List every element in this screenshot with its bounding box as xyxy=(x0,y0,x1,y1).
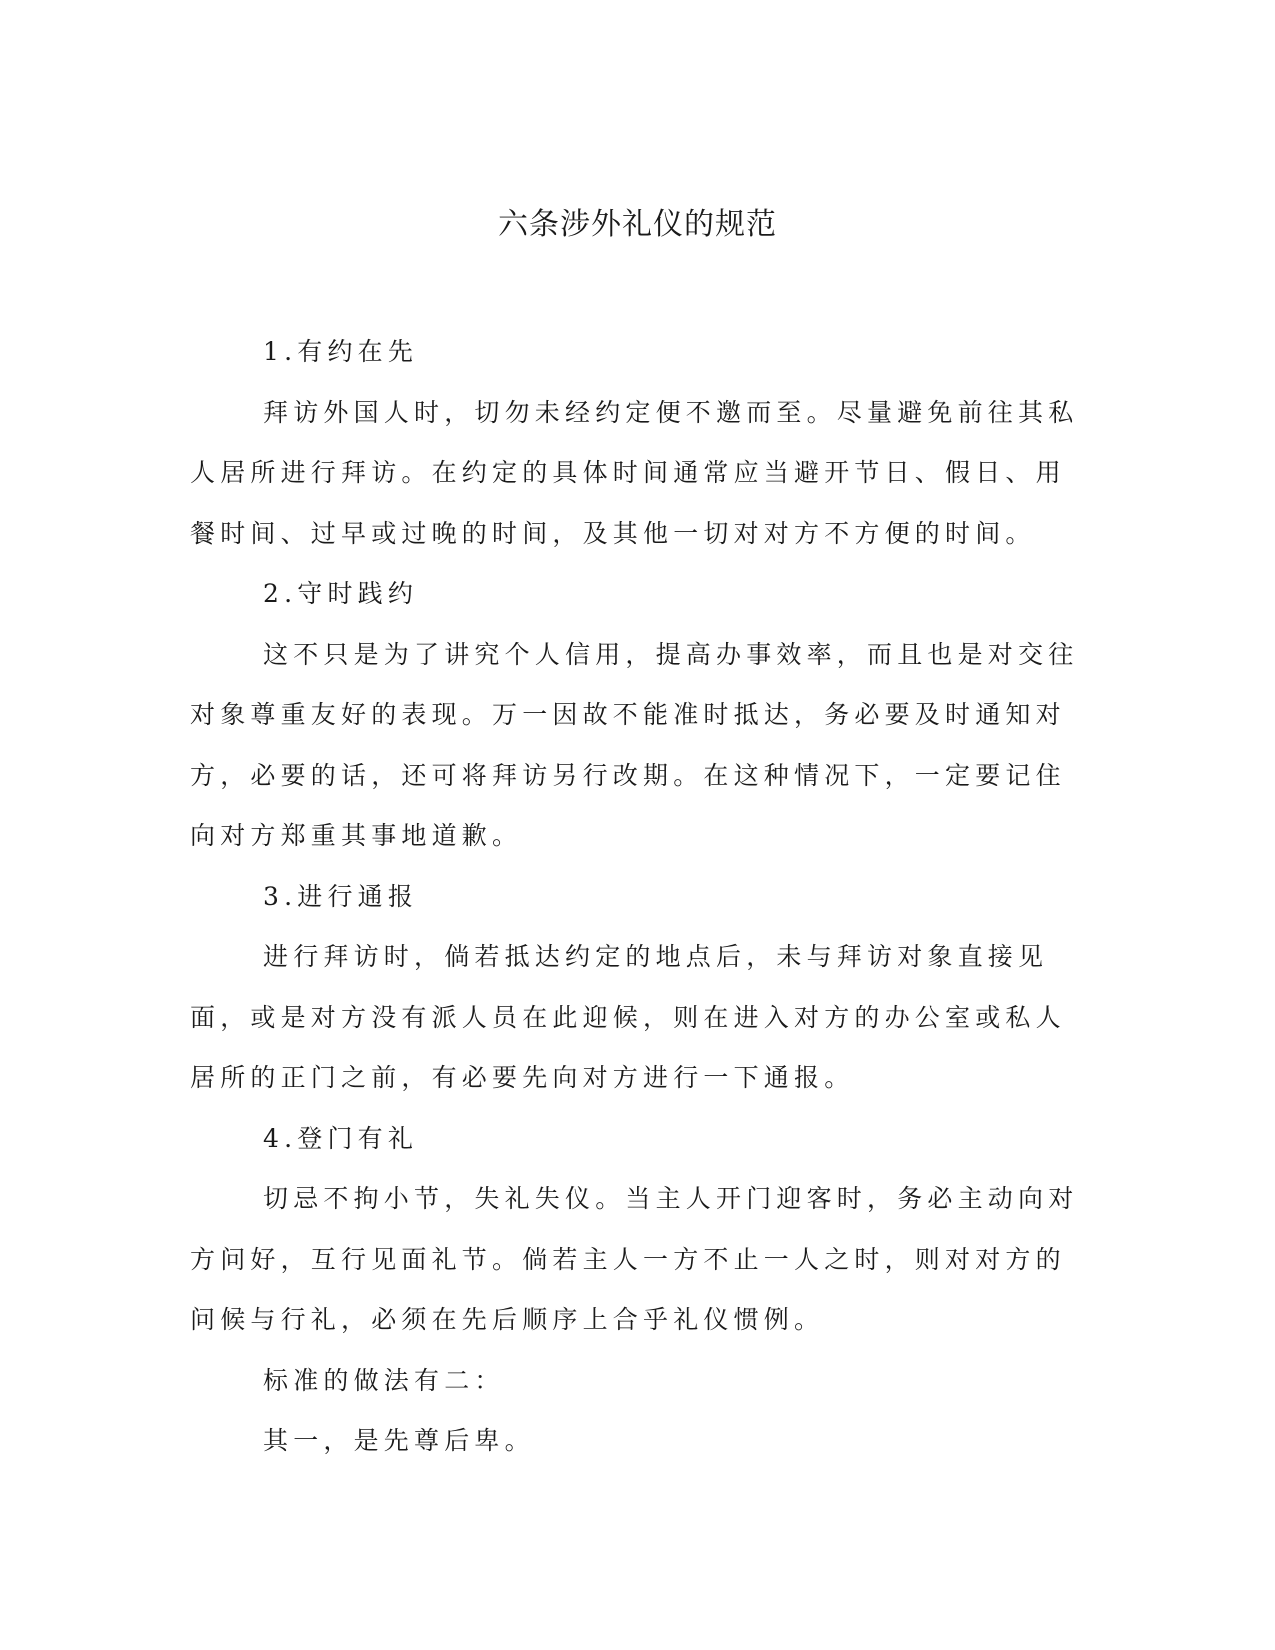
section-heading-2: 2.守时践约 xyxy=(263,579,419,608)
paragraph: 其一，是先尊后卑。 xyxy=(263,1426,535,1455)
section-heading-3: 3.进行通报 xyxy=(263,881,419,911)
paragraph: 这不只是为了讲究个人信用，提高办事效率，而且也是对交往对象尊重友好的表现。万一因故不能准时抵达，务必要及时通知对方，必要的话，还可将拜访另行改期。在这种情况下，一定要记住向对方郑重其事地道歉。 xyxy=(190,639,1079,850)
paragraph: 拜访外国人时，切勿未经约定便不邀而至。尽量避免前往其私人居所进行拜访。在约定的具体时间通常应当避开节日、假日、用餐时间、过早或过晚的时间，及其他一切对对方不方便的时间。 xyxy=(190,397,1079,548)
paragraph: 切忌不拘小节，失礼失仪。当主人开门迎客时，务必主动向对方问好，互行见面礼节。倘若主人一方不止一人之时，则对对方的问候与行礼，必须在先后顺序上合乎礼仪惯例。 xyxy=(190,1184,1079,1334)
document-body xyxy=(190,322,1090,1472)
section-heading-1: 1.有约在先 xyxy=(263,337,419,366)
paragraph: 标准的做法有二： xyxy=(263,1365,505,1395)
document-title: 六条涉外礼仪的规范 xyxy=(498,207,777,242)
paragraph: 进行拜访时，倘若抵达约定的地点后，未与拜访对象直接见面，或是对方没有派人员在此迎候，则在进入对方的办公室或私人居所的正门之前，有必要先向对方进行一下通报。 xyxy=(190,942,1066,1092)
section-heading-4: 4.登门有礼 xyxy=(263,1123,419,1153)
